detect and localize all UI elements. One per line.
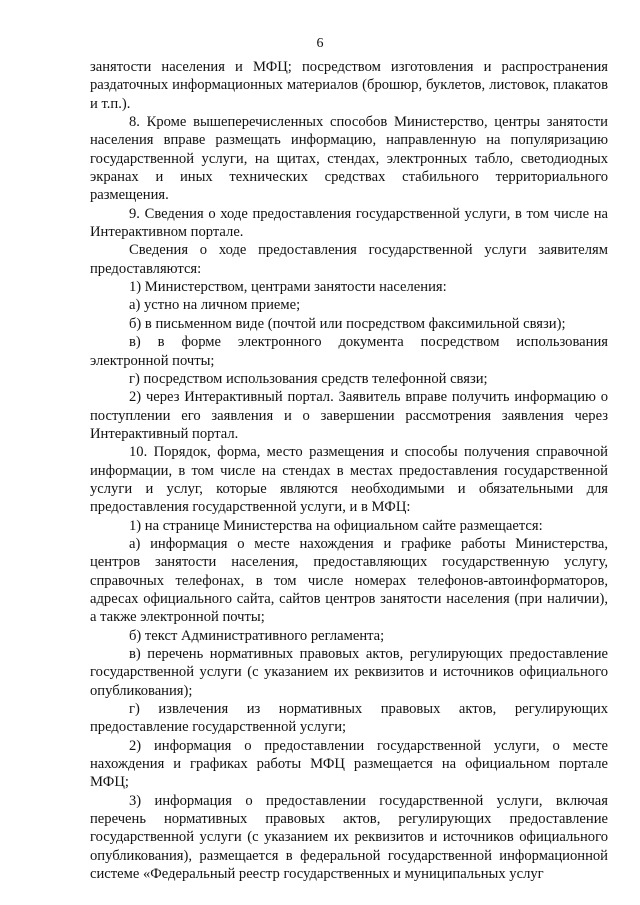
list-item-10-1-a: а) информация о месте нахождения и графике работы Министерства, центров занятости населения, предоставляющих государственную услугу, справочных телефонах, в том числе номерах телефонов-автоинформаторов, адресах официального сайта, сайтов центров занятости населения (при наличии), а также электронной почты; xyxy=(90,535,608,626)
list-item-10-1: 1) на странице Министерства на официальном сайте размещается: xyxy=(129,517,543,534)
list-item-9-2: 2) через Интерактивный портал. Заявитель вправе получить информацию о поступлении его заявления и о завершении рассмотрения заявления через Интерактивный портал. xyxy=(90,389,608,442)
list-item-10-3: 3) информация о предоставлении государственной услуги, включая перечень нормативных правовых актов, регулирующих предоставление государственной услуги (с указанием их реквизитов и источников официального опубликования), размещается в федеральной государственной информационной системе «Федеральный реестр государственных и муниципальных услуг xyxy=(90,792,608,883)
list-item-10-2: 2) информация о предоставлении государственной услуги, о месте нахождения и графиках работы МФЦ размещается на официальном портале МФЦ; xyxy=(90,737,608,791)
body-text xyxy=(90,58,608,883)
paragraph-8: 8. Кроме вышеперечисленных способов Министерство, центры занятости населения вправе размещать информацию, направленную на популяризацию государственной услуги, на щитах, стендах, электронных табло, светодиодных экранах и иных технических средствах стабильного территориального размещения. xyxy=(90,114,608,204)
page-number: 6 xyxy=(316,36,324,51)
paragraph-10: 10. Порядок, форма, место размещения и способы получения справочной информации, в том числе на стендах в местах предоставления государственной услуги и услуг, которые являются необходимыми и обязательными для предоставления государственной услуги, и в МФЦ: xyxy=(90,444,608,516)
list-item-9-1: 1) Министерством, центрами занятости населения: xyxy=(129,279,447,296)
list-item-9-1-c: в) в форме электронного документа посредством использования электронной почты; xyxy=(90,334,608,369)
list-item-10-1-c: в) перечень нормативных правовых актов, регулирующих предоставление государственной услуги (с указанием их реквизитов и источников официального опубликования); xyxy=(90,646,608,699)
list-item-9-1-a: а) устно на личном приеме; xyxy=(129,297,301,314)
list-item-9-1-d: г) посредством использования средств телефонной связи; xyxy=(129,370,488,387)
list-item-9-1-b: б) в письменном виде (почтой или посредством факсимильной связи); xyxy=(129,315,566,332)
paragraph-9: 9. Сведения о ходе предоставления государственной услуги, в том числе на Интерактивном портале. xyxy=(90,205,608,241)
paragraph-9-intro: Сведения о ходе предоставления государственной услуги заявителям предоставляются: xyxy=(90,242,608,277)
list-item-10-1-d: г) извлечения из нормативных правовых актов, регулирующих предоставление государственной услуги; xyxy=(90,701,608,736)
list-item-10-1-b: б) текст Административного регламента; xyxy=(129,627,385,644)
paragraph-continuation: занятости населения и МФЦ; посредством изготовления и распространения раздаточных информационных материалов (брошюр, буклетов, листовок, плакатов и т.п.). xyxy=(90,59,608,112)
